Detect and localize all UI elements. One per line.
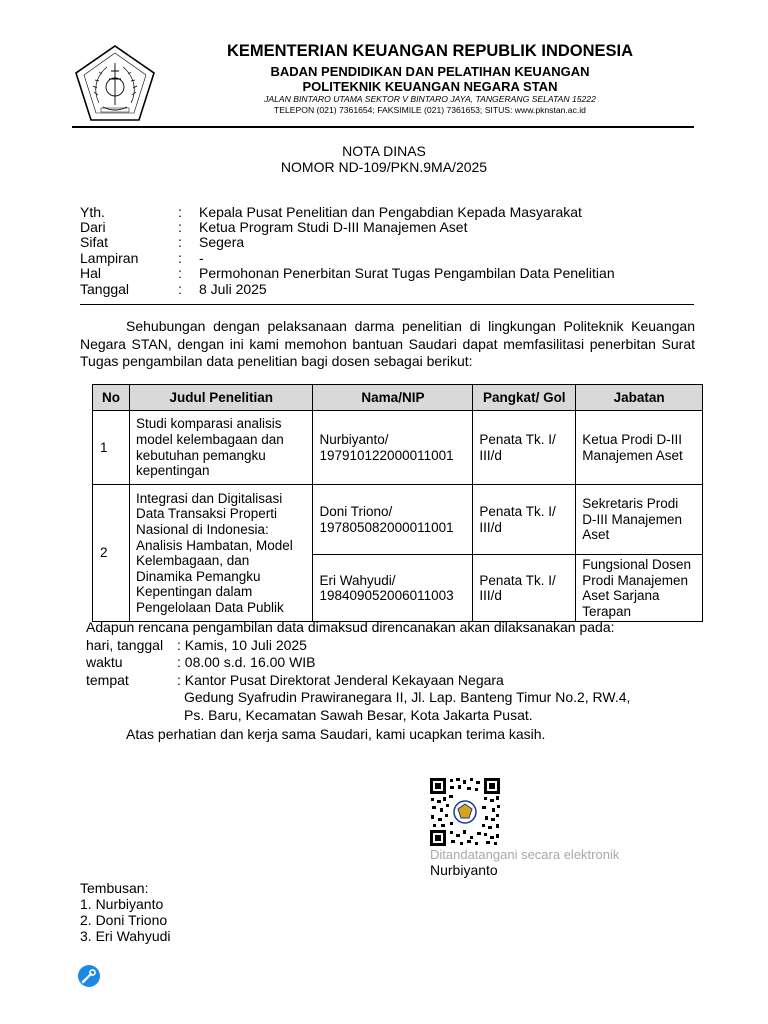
meta-value: Ketua Program Studi D-III Manajemen Aset [199, 219, 468, 235]
schedule-place-line: : Kantor Pusat Direktorat Jenderal Kekayaan Negara [177, 672, 504, 688]
meta-separator: : [178, 265, 182, 281]
meta-separator: : [178, 219, 182, 235]
document-type: NOTA DINAS [342, 143, 426, 159]
meta-value: Permohonan Penerbitan Surat Tugas Pengambilan Data Penelitian [199, 265, 615, 281]
meta-value: 8 Juli 2025 [199, 281, 267, 297]
schedule-place-line: Gedung Syafrudin Prawiranegara II, Jl. Lap. Banteng Timur No.2, RW.4, [184, 689, 631, 705]
meta-label: Yth. [80, 204, 105, 220]
researcher-position: Sekretaris Prodi D-III Manajemen Aset [576, 485, 703, 555]
schedule-date-value: : Kamis, 10 Juli 2025 [177, 637, 307, 653]
ministry-name: KEMENTERIAN KEUANGAN REPUBLIK INDONESIA [226, 42, 634, 60]
schedule-place-label: tempat [86, 672, 129, 688]
schedule-place-line: Ps. Baru, Kecamatan Sawah Besar, Kota Jakarta Pusat. [184, 707, 533, 723]
researcher-name-nip: Nurbiyanto/ 197910122000011001 [313, 411, 473, 485]
closing-sentence: Atas perhatian dan kerja sama Saudari, kami ucapkan terima kasih. [126, 726, 546, 742]
meta-label: Tanggal [80, 281, 130, 297]
meta-separator: : [178, 281, 182, 297]
researcher-position: Ketua Prodi D-III Manajemen Aset [576, 411, 703, 485]
institution-address: JALAN BINTARO UTAMA SEKTOR V BINTARO JAYA, TANGERANG SELATAN 15222 [264, 94, 596, 104]
ministry-logo-icon [73, 43, 157, 123]
meta-label: Dari [80, 219, 106, 235]
meta-separator: : [178, 234, 182, 250]
e-signature-badge-icon [78, 965, 100, 987]
meta-value: Segera [199, 234, 245, 250]
schedule-time-value: : 08.00 s.d. 16.00 WIB [177, 654, 316, 670]
meta-label: Hal [80, 265, 102, 281]
schedule-intro: Adapun rencana pengambilan data dimaksud direncanakan akan dilaksanakan pada: [86, 619, 615, 635]
meta-label: Sifat [80, 234, 109, 250]
research-title: Studi komparasi analisis model kelembagaan dan kebutuhan pemangku kepentingan [129, 411, 313, 485]
researcher-rank: Penata Tk. I/ III/d [473, 555, 576, 622]
cc-item: 3. Eri Wahyudi [80, 928, 171, 944]
document-number: NOMOR ND-109/PKN.9MA/2025 [280, 159, 488, 175]
schedule-date-label: hari, tanggal [86, 637, 164, 653]
row-number: 1 [93, 411, 130, 485]
researcher-position: Fungsional Dosen Prodi Manajemen Aset Sarjana Terapan [576, 555, 703, 622]
schedule-time-label: waktu [86, 654, 123, 670]
table-header-row [93, 385, 703, 411]
researcher-rank: Penata Tk. I/ III/d [473, 411, 576, 485]
institution-name: POLITEKNIK KEUANGAN NEGARA STAN [302, 79, 558, 94]
meta-value: Kepala Pusat Penelitian dan Pengabdian Kepada Masyarakat [199, 204, 582, 220]
column-header-title: Judul Penelitian [129, 385, 313, 411]
intro-paragraph: Sehubungan dengan pelaksanaan darma penelitian di lingkungan Politeknik Keuangan Negara STAN, dengan ini kami memohon bantuan Saudari dapat memfasilitasi penerbitan Surat Tugas pengambilan data penelitian bagi dosen sebagai berikut: [80, 318, 695, 369]
qr-code-icon [430, 778, 500, 846]
signer-name: Nurbiyanto [430, 862, 498, 878]
column-header-position: Jabatan [576, 385, 703, 411]
cc-item: 2. Doni Triono [80, 912, 168, 928]
meta-separator: : [178, 250, 182, 266]
cc-item: 1. Nurbiyanto [80, 896, 164, 912]
meta-divider [80, 304, 694, 305]
research-table [92, 384, 703, 622]
agency-name: BADAN PENDIDIKAN DAN PELATIHAN KEUANGAN [270, 64, 590, 79]
row-number: 2 [93, 485, 130, 622]
research-title: Integrasi dan Digitalisasi Data Transaksi Properti Nasional di Indonesia: Analisis Hambatan, Model Kelembagaan, dan Dinamika Pemangku Kepentingan dalam Pengelolaan Data Publik [129, 485, 313, 622]
researcher-rank: Penata Tk. I/ III/d [473, 485, 576, 555]
cc-label: Tembusan: [80, 880, 149, 896]
column-header-rank: Pangkat/ Gol [473, 385, 576, 411]
researcher-name-nip: Doni Triono/ 197805082000011001 [313, 485, 473, 555]
researcher-name-nip: Eri Wahyudi/ 198409052006011003 [313, 555, 473, 622]
letterhead-divider [72, 126, 694, 128]
column-header-no: No [93, 385, 130, 411]
meta-value: - [199, 250, 204, 266]
electronic-signature-note: Ditandatangani secara elektronik [430, 847, 620, 862]
institution-contact: TELEPON (021) 7361654; FAKSIMILE (021) 7361653; SITUS: www.pknstan.ac.id [274, 105, 586, 115]
meta-separator: : [178, 204, 182, 220]
column-header-name-nip: Nama/NIP [313, 385, 473, 411]
meta-label: Lampiran [80, 250, 139, 266]
table-row [93, 411, 703, 485]
table-row [93, 485, 703, 555]
